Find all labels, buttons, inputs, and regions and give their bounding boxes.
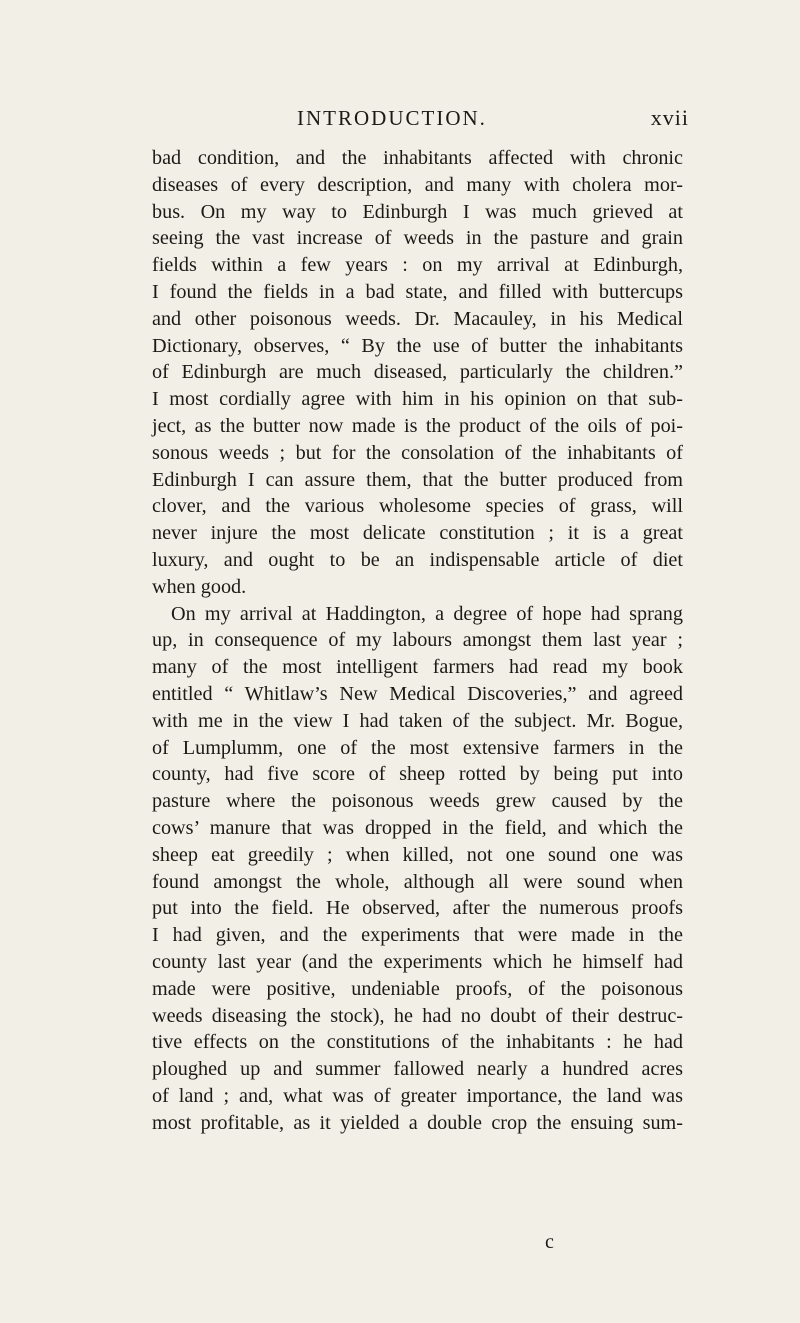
- text-line: clover, and the various wholesome species of grass, will: [152, 495, 683, 518]
- text-line: entitled “ Whitlaw’s New Medical Discoveries,” and agreed: [152, 682, 683, 705]
- text-line: with me in the view I had taken of the subject. Mr. Bogue,: [152, 709, 683, 732]
- text-line: many of the most intelligent farmers had read my book: [152, 656, 683, 679]
- text-line: pasture where the poisonous weeds grew caused by the: [152, 790, 683, 813]
- text-line: cows’ manure that was dropped in the field, and which the: [152, 816, 683, 839]
- text-line: bad condition, and the inhabitants affected with chronic: [152, 147, 683, 169]
- body-text: [152, 145, 683, 1136]
- text-line: sheep eat greedily ; when killed, not one sound one was: [152, 843, 683, 866]
- text-line: Dictionary, observes, “ By the use of butter the inhabitants: [152, 334, 683, 357]
- text-line: ject, as the butter now made is the product of the oils of poi-: [152, 414, 683, 437]
- text-line: I most cordially agree with him in his opinion on that sub-: [152, 388, 683, 411]
- text-line: and other poisonous weeds. Dr. Macauley, in his Medical: [152, 307, 683, 330]
- text-line: never injure the most delicate constitution ; it is a great: [152, 522, 683, 545]
- paragraph-end-line: when good.: [152, 575, 247, 598]
- text-line: luxury, and ought to be an indispensable article of diet: [152, 548, 683, 571]
- text-line: diseases of every description, and many with cholera mor-: [152, 173, 683, 196]
- text-line: put into the field. He observed, after the numerous proofs: [152, 897, 683, 920]
- text-line: bus. On my way to Edinburgh I was much grieved at: [152, 200, 683, 223]
- text-line: county last year (and the experiments which he himself had: [152, 950, 683, 973]
- text-line: Edinburgh I can assure them, that the butter produced from: [152, 468, 683, 491]
- running-head-title: INTRODUCTION.: [297, 106, 487, 130]
- text-line: I found the fields in a bad state, and filled with buttercups: [152, 280, 683, 303]
- text-line: I had given, and the experiments that were made in the: [152, 924, 683, 947]
- text-line: of Edinburgh are much diseased, particularly the children.”: [152, 361, 683, 384]
- text-line: ploughed up and summer fallowed nearly a hundred acres: [152, 1058, 683, 1081]
- text-line: county, had five score of sheep rotted by being put into: [152, 763, 683, 786]
- page-number: xvii: [650, 105, 689, 130]
- running-head: [0, 105, 800, 131]
- text-line: of land ; and, what was of greater importance, the land was: [152, 1084, 683, 1107]
- text-line: made were positive, undeniable proofs, of the poisonous: [152, 977, 683, 1000]
- text-line: weeds diseasing the stock), he had no doubt of their destruc-: [152, 1004, 683, 1027]
- text-line: seeing the vast increase of weeds in the pasture and grain: [152, 227, 683, 250]
- text-line: most profitable, as it yielded a double crop the ensuing sum-: [152, 1111, 683, 1134]
- paragraph-start-line: On my arrival at Haddington, a degree of hope had sprang: [171, 602, 683, 625]
- text-line: sonous weeds ; but for the consolation of the inhabitants of: [152, 441, 683, 464]
- text-line: fields within a few years : on my arrival at Edinburgh,: [152, 254, 683, 277]
- text-line: tive effects on the constitutions of the inhabitants : he had: [152, 1031, 683, 1054]
- signature-mark: c: [545, 1231, 554, 1253]
- text-line: up, in consequence of my labours amongst them last year ;: [152, 629, 683, 652]
- text-line: of Lumplumm, one of the most extensive farmers in the: [152, 736, 683, 759]
- text-line: found amongst the whole, although all were sound when: [152, 870, 683, 893]
